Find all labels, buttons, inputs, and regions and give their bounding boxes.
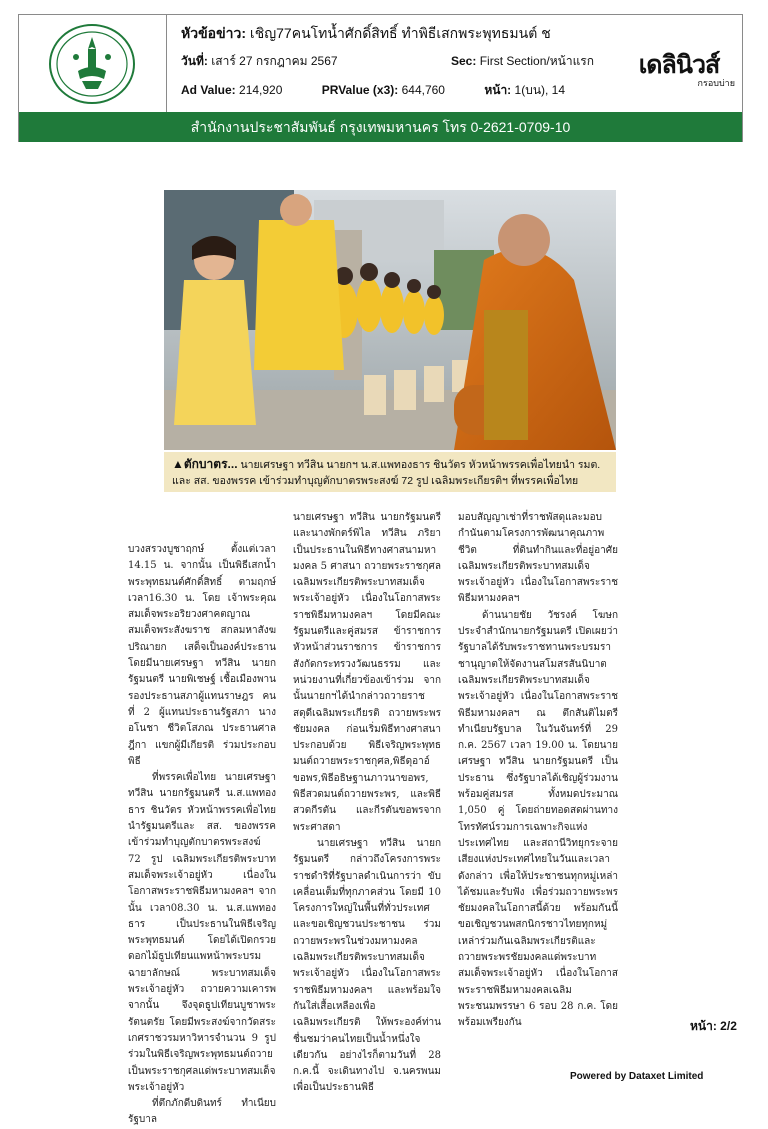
page-group bbox=[484, 83, 583, 97]
page-value: 1(บน), 14 bbox=[514, 83, 566, 97]
date-row bbox=[181, 52, 595, 71]
ad-value: 214,920 bbox=[239, 83, 283, 97]
photo-caption bbox=[164, 452, 616, 492]
paragraph: บวงสรวงบูชาฤกษ์ ตั้งแต่เวลา 14.15 น. จากนั้น เป็นพิธีเสกน้ำพระพุทธมนต์ศักดิ์สิทธิ์ ตามฤกษ์เวลา16.30 น. โดย เจ้าพระคุณสมเด็จพระอริยวงศาคตญาณ สมเด็จพระสังฆราช สกลมหาสังฆปริณายก เสด็จเป็นองค์ประธาน โดยมีนายเศรษฐา ทวีสิน นายกรัฐมนตรี นายพิเชษฐ์ เชื้อเมืองพาน รองประธานสภาผู้แทนราษฎร คนที่ 2 ผู้แทนประธานรัฐสภา นางอโนชา ชีวิตโสภณ ประธานศาลฎีกา แขกผู้มีเกียรติ ร่วมประกอบพิธี bbox=[128, 544, 276, 767]
news-photo bbox=[164, 190, 616, 450]
page-label: หน้า: bbox=[484, 83, 512, 97]
brand-name: เดลินิวส์ bbox=[638, 51, 720, 79]
alms-giving-photo-icon bbox=[164, 190, 616, 450]
article-column-2 bbox=[293, 510, 441, 1097]
section-value: First Section/หน้าแรก bbox=[479, 54, 595, 68]
caption-lead: ▲ตักบาตร... bbox=[172, 457, 238, 471]
article-column-1 bbox=[128, 542, 276, 1129]
paragraph: ที่พรรคเพื่อไทย นายเศรษฐา ทวีสิน นายกรัฐมนตรี น.ส.แพทองธาร ชินวัตร หัวหน้าพรรคเพื่อไทย นำรัฐมนตรีและ สส. ของพรรค เข้าร่วมทำบุญตักบาตรพระสงฆ์ 72 รูป เฉลิมพระเกียรติพระบาทสมเด็จพระเจ้าอยู่หัว เนื่องในโอกาสพระราชพิธีมหามงคลฯ จากนั้น เวลา08.30 น. น.ส.แพทองธาร เป็นประธานในพิธีเจริญพระพุทธมนต์ โดยได้เปิดกรวยดอกไม้ธูปเทียนแพหน้าพระบรมฉายาลักษณ์ พระบาทสมเด็จพระเจ้าอยู่หัว ถวายความเคารพ จากนั้น จึงจุดธูปเทียนบูชาพระรัตนตรัย โดยมีพระสงฆ์จากวัดสระเกศราชวรมหาวิหารจำนวน 9 รูป ร่วมในพิธีเจริญพระพุทธมนต์ถวายเป็นพระราชกุศลแด่พระบาทสมเด็จพระเจ้าอยู่หัว bbox=[128, 772, 276, 1093]
headline-label: หัวข้อข่าว: bbox=[181, 25, 247, 41]
powered-by: Powered by Dataxet Limited bbox=[570, 1071, 704, 1082]
logo-panel bbox=[19, 15, 167, 112]
paragraph: ที่ตึกภักดีบดินทร์ ทำเนียบรัฐบาล bbox=[128, 1098, 276, 1126]
caption-text: นายเศรษฐา ทวีสิน นายกฯ น.ส.แพทองธาร ชินวัตร หัวหน้าพรรคเพื่อไทยนำ รมต. และ สส. ของพรรค เข้าร่วมทำบุญตักบาตรพระสงฆ์ 72 รูป เฉลิมพระเกียรติฯ ที่พรรคเพื่อไทย bbox=[172, 459, 601, 487]
page-number: หน้า: 2/2 bbox=[690, 1019, 737, 1033]
date-value: เสาร์ 27 กรกฎาคม 2567 bbox=[211, 54, 338, 68]
bma-seal-icon bbox=[48, 23, 136, 105]
headline bbox=[181, 23, 621, 43]
value-row bbox=[181, 81, 601, 100]
paragraph: นายเศรษฐา ทวีสิน นายกรัฐมนตรี กล่าวถึงโครงการพระราชดำริที่รัฐบาลดำเนินการว่า ขับเคลื่อนเต็มที่ทุกภาคส่วน โดยมี 10 โครงการใหญ่ในพื้นที่ทั่วประเทศ และขอเชิญชวนประชาชน ร่วมถวายพระพรในช่วงมหามงคลเฉลิมพระเกียรติพระบาทสมเด็จพระเจ้าอยู่หัว เนื่องในโอกาสพระราชพิธีมหามงคลฯ และพร้อมใจกันใส่เสื้อเหลืองเพื่อเฉลิมพระเกียรติ ให้พระองค์ท่านชื่นชมว่าคนไทยเป็นน้ำหนึ่งใจเดียวกัน อย่างไรก็ตามวันที่ 28 ก.ค.นี้ จะเดินทางไป จ.นครพนม เพื่อเป็นประธานพิธี bbox=[293, 837, 441, 1094]
ad-value-group bbox=[181, 83, 300, 97]
pr-value-group bbox=[322, 83, 463, 97]
section-info bbox=[451, 52, 594, 71]
brand-edition: กรอบบ่าย bbox=[697, 78, 735, 88]
paragraph: ด้านนายชัย วัชรงค์ โฆษกประจำสำนักนายกรัฐมนตรี เปิดเผยว่า รัฐบาลได้รับพระราชทานพระบรมราชานุญาตให้จัดงานสโมสรสันนิบาตเฉลิมพระเกียรติพระบาทสมเด็จพระเจ้าอยู่หัว เนื่องในโอกาสพระราชพิธีมหามงคลฯ ณ ตึกสันติไมตรี ทำเนียบรัฐบาล ในวันจันทร์ที่ 29 ก.ค. 2567 เวลา 19.00 น. โดยนายเศรษฐา ทวีสิน นายกรัฐมนตรี เป็นประธาน ซึ่งรัฐบาลได้เชิญผู้ร่วมงานพร้อมคู่สมรส ทั้งหมดประมาณ 1,050 คู่ โดยถ่ายทอดสดผ่านทางโทรทัศน์รวมการเฉพาะกิจแห่งประเทศไทย และสถานีวิทยุกระจายเสียงแห่งประเทศไทยในวันและเวลาดังกล่าว เพื่อให้ประชาชนทุกหมู่เหล่าได้ชมและรับฟัง เพื่อร่วมถวายพระพรชัยมงคลในโอกาสนี้ด้วย พร้อมกันนี้ขอเชิญชวนพสกนิกรชาวไทยทุกหมู่เหล่าร่วมกันเฉลิมพระเกียรติและถวายพระพรชัยมงคลแด่พระบาทสมเด็จพระเจ้าอยู่หัว เนื่องในโอกาสพระราชพิธีมหามงคลเฉลิมพระชนมพรรษา 6 รอบ 28 ก.ค. โดยพร้อมเพรียงกัน bbox=[458, 609, 618, 1029]
agency-banner: สำนักงานประชาสัมพันธ์ กรุงเทพมหานคร โทร 0-2621-0709-10 bbox=[19, 112, 742, 142]
headline-text: เชิญ77คนโทน้ำศักดิ์สิทธิ์ ทำพิธีเสกพระพุทธมนต์ ช bbox=[249, 25, 551, 41]
section-label: Sec: bbox=[451, 54, 477, 68]
pr-value: 644,760 bbox=[401, 83, 445, 97]
clipping-header bbox=[18, 14, 743, 142]
paragraph: มอบสัญญาเช่าที่ราชพัสดุและมอบกำนันตามโครงการพัฒนาคุณภาพชีวิต ที่ดินทำกินและที่อยู่อาศัยเฉลิมพระเกียรติพระบาทสมเด็จพระเจ้าอยู่หัว เนื่องในโอกาสพระราชพิธีมหามงคลฯ bbox=[458, 512, 618, 605]
ad-label: Ad Value: bbox=[181, 83, 236, 97]
article-column-3 bbox=[458, 510, 618, 1032]
newspaper-brand bbox=[619, 45, 739, 88]
pr-label: PRValue (x3): bbox=[321, 83, 399, 97]
date-label: วันที่: bbox=[181, 54, 208, 68]
paragraph: นายเศรษฐา ทวีสิน นายกรัฐมนตรี และนางพักตร์พิไล ทวีสิน ภริยา เป็นประธานในพิธีทางศาสนามหามงคล 5 ศาสนา ถวายพระราชกุศล เฉลิมพระเกียรติพระบาทสมเด็จพระเจ้าอยู่หัว เนื่องในโอกาสพระราชพิธีมหามงคลฯ โดยมีคณะรัฐมนตรีและคู่สมรส ข้าราชการ หัวหน้าส่วนราชการ ข้าราชการสังกัดกระทรวงวัฒนธรรม และหน่วยงานที่เกี่ยวข้องเข้าร่วม จากนั้นนายกฯได้นำกล่าวถวายราชสดุดีเฉลิมพระเกียรติ ถวายพระพรชัยมงคล ก่อนเริ่มพิธีทางศาสนาประกอบด้วย พิธีเจริญพระพุทธมนต์ถวายพระราชกุศล,พิธีดุอาอ์ขอพร,พิธีอธิษฐานภาวนาขอพร, พิธีสวดมนต์ถวายพระพร, และพิธีสวดกีรตัน และกีรตันขอพรจากพระศาสดา bbox=[293, 512, 441, 833]
